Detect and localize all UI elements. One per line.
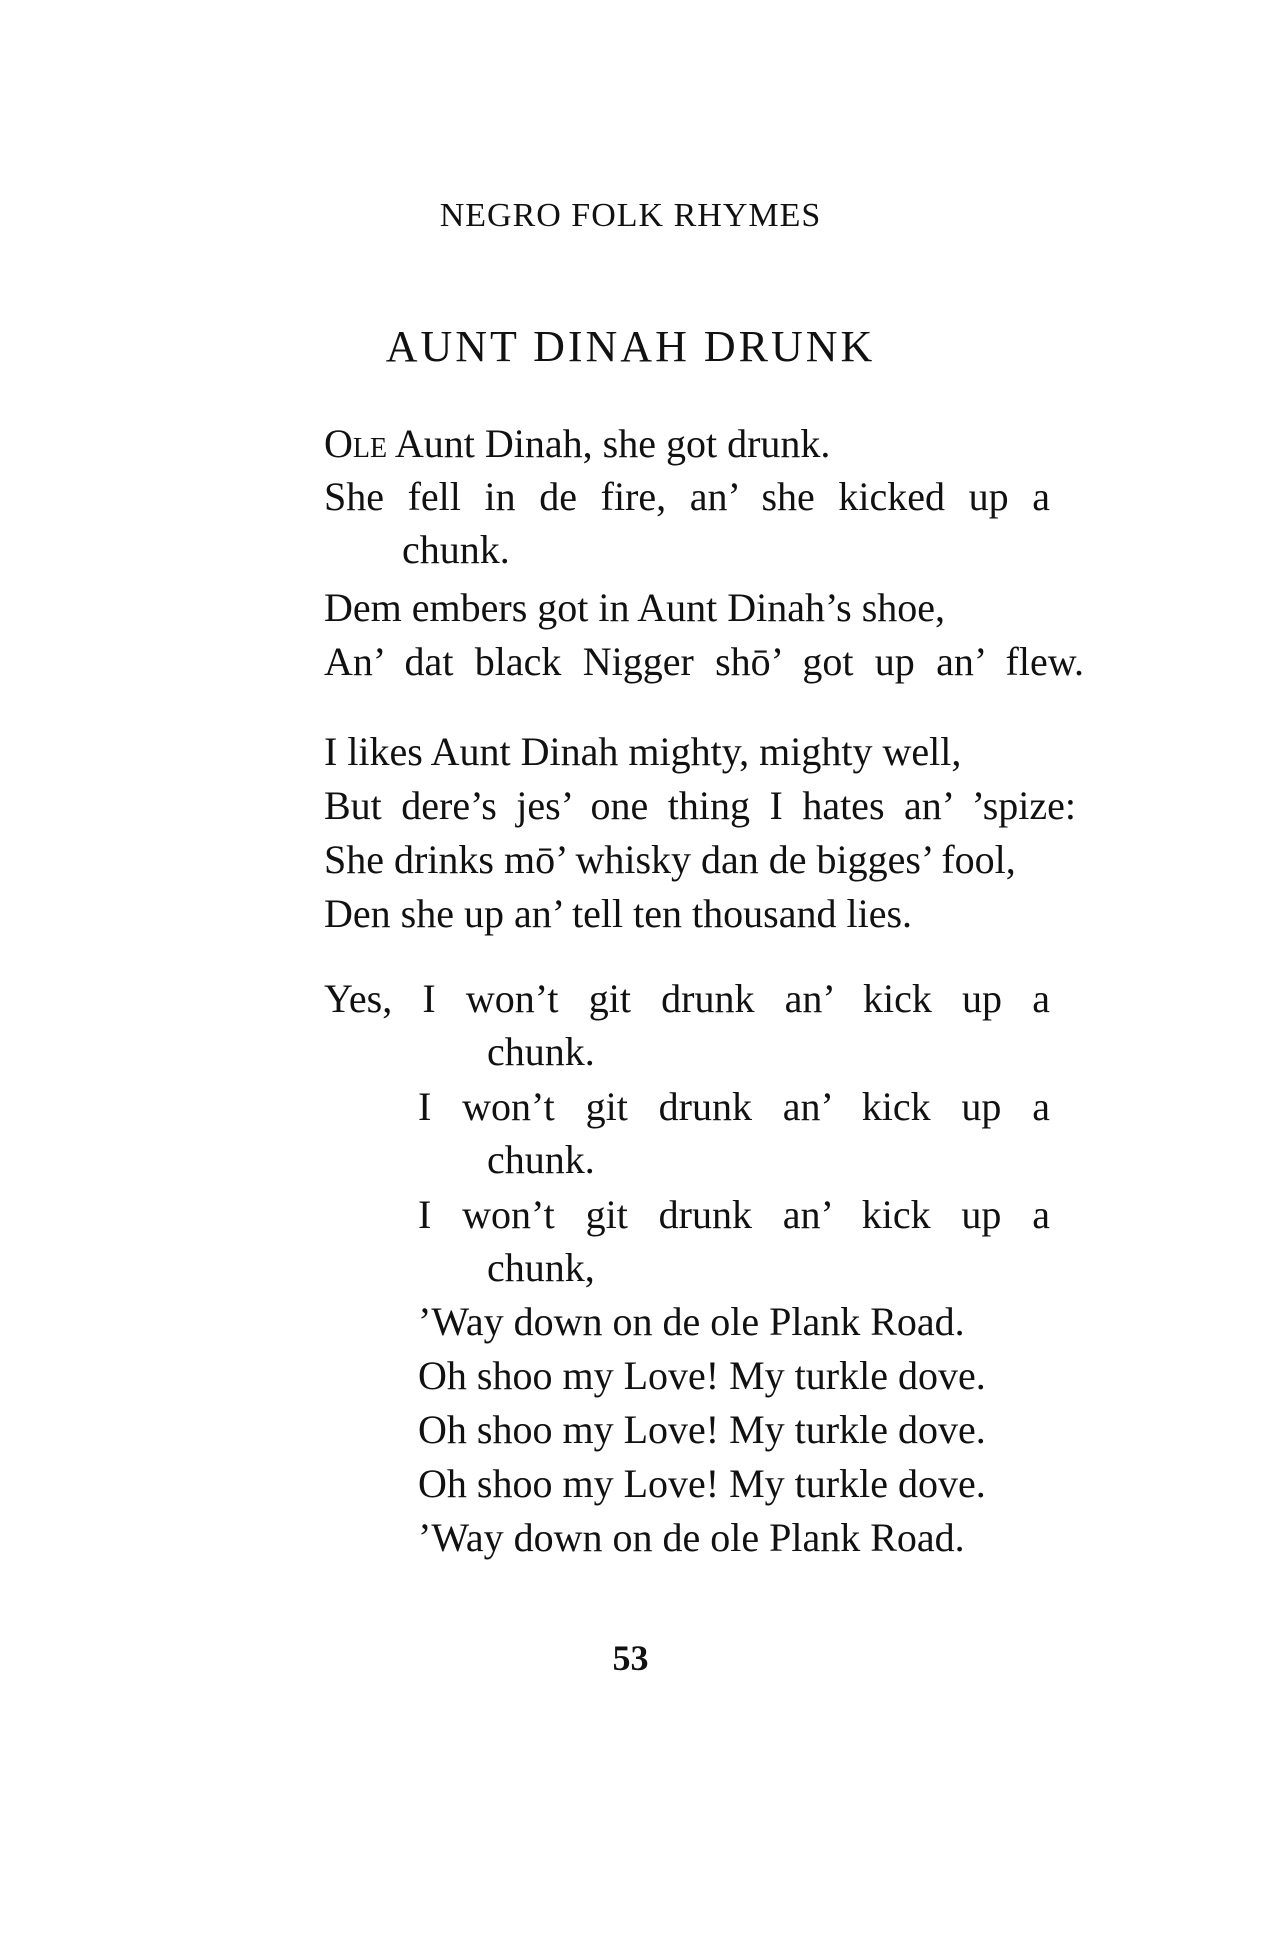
stanza3-line1: Yes, I won’t git drunk an’ kick up a xyxy=(324,976,1050,1021)
stanza1-line4: An’ dat black Nigger shō’ got up an’ flew. xyxy=(324,639,1084,684)
stanza3-line3-cont: chunk, xyxy=(487,1245,595,1290)
stanza3-line2-cont: chunk. xyxy=(487,1137,595,1182)
stanza3-line6: Oh shoo my Love! My turkle dove. xyxy=(418,1407,986,1452)
dropcap-word: Ole xyxy=(324,421,388,466)
stanza1-line2: She fell in de fire, an’ she kicked up a xyxy=(324,474,1050,519)
stanza2-line2: But dere’s jes’ one thing I hates an’ ’spize: xyxy=(324,783,1076,828)
stanza1-line2-cont: chunk. xyxy=(402,527,510,572)
stanza3-line1-cont: chunk. xyxy=(487,1029,595,1074)
stanza3-line4: ’Way down on de ole Plank Road. xyxy=(418,1299,965,1344)
stanza2-line1: I likes Aunt Dinah mighty, mighty well, xyxy=(324,729,962,774)
stanza2-line4: Den she up an’ tell ten thousand lies. xyxy=(324,891,913,936)
stanza2-line3: She drinks mō’ whisky dan de bigges’ fool, xyxy=(324,837,1016,882)
stanza3-line2: I won’t git drunk an’ kick up a xyxy=(418,1084,1050,1129)
stanza1-line1 xyxy=(324,420,830,468)
stanza3-line8: ’Way down on de ole Plank Road. xyxy=(418,1515,965,1560)
stanza3-line3: I won’t git drunk an’ kick up a xyxy=(418,1192,1050,1237)
running-head: NEGRO FOLK RHYMES xyxy=(439,197,822,234)
poem-title: AUNT DINAH DRUNK xyxy=(385,322,876,371)
page-number: 53 xyxy=(612,1638,649,1678)
stanza3-line7: Oh shoo my Love! My turkle dove. xyxy=(418,1461,986,1506)
stanza1-line3: Dem embers got in Aunt Dinah’s shoe, xyxy=(324,585,946,630)
stanza3-line5: Oh shoo my Love! My turkle dove. xyxy=(418,1353,986,1398)
stanza1-line1-rest: Aunt Dinah, she got drunk. xyxy=(387,421,831,466)
